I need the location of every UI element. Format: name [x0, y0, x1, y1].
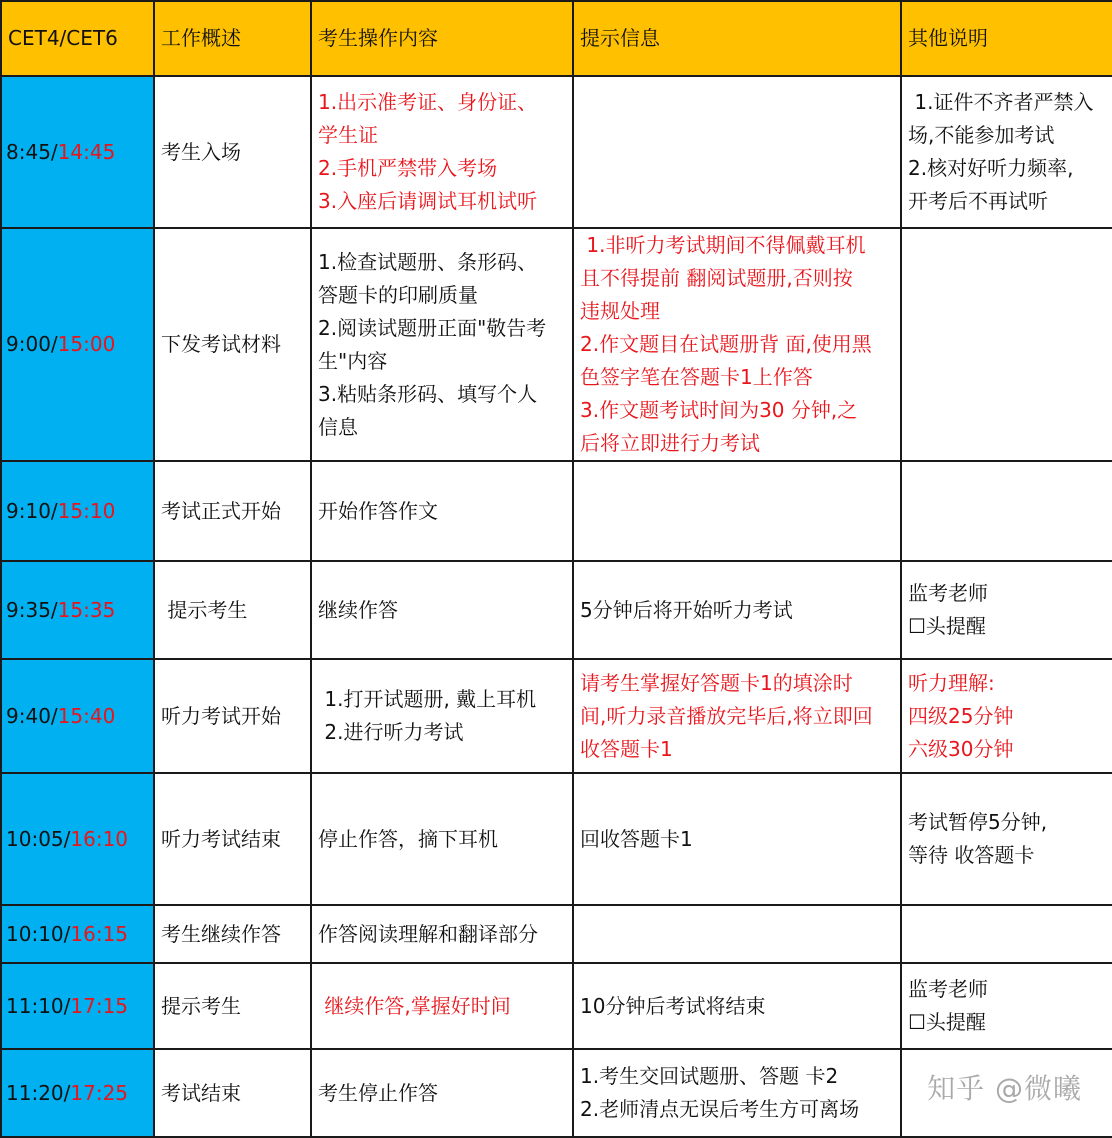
- cet4-time: 8:45/: [6, 139, 58, 164]
- hint-cell-line: 1.考生交回试题册、答题 卡2: [580, 1064, 839, 1088]
- time-cell: [1, 963, 154, 1049]
- note-cell-line: 监考老师: [908, 581, 988, 605]
- hint-cell-line: 10分钟后考试将结束: [580, 993, 766, 1018]
- operation-cell-line: 开始作答作文: [318, 498, 438, 523]
- note-cell-line: 听力理解:: [908, 670, 995, 695]
- table-row: [1, 461, 1112, 561]
- hint-cell-line: 且不得提前 翻阅试题册,否则按: [580, 266, 853, 290]
- header-summary: 工作概述: [154, 1, 311, 76]
- note-cell-line: 六级30分钟: [908, 736, 1014, 761]
- summary-cell: 提示考生: [154, 561, 311, 659]
- operation-cell-line: 3.入座后请调试耳机试听: [318, 189, 538, 213]
- table-row: [1, 228, 1112, 461]
- operation-cell-line: 答题卡的印刷质量: [318, 282, 478, 307]
- table-row: [1, 905, 1112, 963]
- operation-cell: [311, 228, 573, 461]
- operation-cell-line: 生"内容: [318, 348, 388, 373]
- cet6-time: 15:10: [57, 498, 116, 523]
- hint-cell-line: 5分钟后将开始听力考试: [580, 597, 793, 622]
- hint-cell: [573, 228, 901, 461]
- cet4-time: 9:00/: [6, 332, 58, 356]
- operation-cell: [311, 659, 573, 773]
- summary-cell: 考试结束: [154, 1049, 311, 1137]
- operation-cell-line: 1.打开试题册, 戴上耳机: [318, 687, 537, 711]
- time-cell: [1, 228, 154, 461]
- note-cell: [901, 659, 1112, 773]
- table-row: [1, 659, 1112, 773]
- note-cell: [901, 561, 1112, 659]
- cet6-time: 16:15: [70, 921, 129, 946]
- hint-cell-line: 间,听力录音播放完毕后,将立即回: [580, 703, 873, 728]
- note-cell: [901, 228, 1112, 461]
- operation-cell: [311, 1049, 573, 1137]
- cet4-time: 9:40/: [6, 703, 58, 728]
- note-cell-line: 1.证件不齐者严禁入: [908, 90, 1094, 114]
- time-cell: [1, 76, 154, 228]
- note-cell: [901, 905, 1112, 963]
- operation-cell: [311, 561, 573, 659]
- note-cell-line: 监考老师: [908, 977, 988, 1001]
- time-cell: [1, 1049, 154, 1137]
- summary-cell: 听力考试结束: [154, 773, 311, 905]
- header-hint: 提示信息: [573, 1, 901, 76]
- table-row: [1, 773, 1112, 905]
- summary-cell: 考试正式开始: [154, 461, 311, 561]
- hint-cell: [573, 659, 901, 773]
- hint-cell-line: 1.非听力考试期间不得佩戴耳机: [580, 233, 866, 257]
- operation-cell-line: 学生证: [318, 123, 378, 147]
- operation-cell-line: 信息: [318, 414, 358, 439]
- operation-cell: [311, 905, 573, 963]
- cet6-time: 15:00: [57, 332, 116, 356]
- note-cell-line: 等待 收答题卡: [908, 843, 1035, 867]
- hint-cell: [573, 76, 901, 228]
- hint-cell: [573, 773, 901, 905]
- cet4-time: 11:10/: [6, 993, 71, 1018]
- time-cell: [1, 773, 154, 905]
- summary-cell: 考生继续作答: [154, 905, 311, 963]
- cet6-time: 15:40: [57, 703, 116, 728]
- cet4-time: 9:10/: [6, 498, 58, 523]
- cet6-time: 15:35: [57, 597, 116, 622]
- hint-cell-line: 色签字笔在答题卡1上作答: [580, 365, 813, 389]
- operation-cell-line: 1.检查试题册、条形码、: [318, 249, 538, 274]
- cet6-time: 17:25: [70, 1080, 129, 1105]
- note-cell-line: ☐头提醒: [908, 1010, 986, 1034]
- note-cell-line: 2.核对好听力频率,: [908, 156, 1074, 180]
- header-cet-time: CET4/CET6: [1, 1, 154, 76]
- table-row: [1, 76, 1112, 228]
- hint-cell-line: 2.作文题目在试题册背 面,使用黑: [580, 332, 872, 356]
- table-row: [1, 963, 1112, 1049]
- summary-cell: 听力考试开始: [154, 659, 311, 773]
- cet6-time: 14:45: [57, 139, 116, 164]
- hint-cell: [573, 461, 901, 561]
- note-cell-line: 考试暂停5分钟,: [908, 810, 1048, 834]
- note-cell: [901, 76, 1112, 228]
- hint-cell-line: 2.老师清点无误后考生方可离场: [580, 1097, 860, 1121]
- cet4-time: 10:10/: [6, 921, 71, 946]
- cet6-time: 16:10: [70, 826, 129, 851]
- time-cell: [1, 905, 154, 963]
- hint-cell-line: 3.作文题考试时间为30 分钟,之: [580, 398, 858, 422]
- table-row: [1, 561, 1112, 659]
- summary-cell: 提示考生: [154, 963, 311, 1049]
- hint-cell-line: 请考生掌握好答题卡1的填涂时: [580, 670, 853, 695]
- header-row: [1, 1, 1112, 76]
- note-cell: [901, 461, 1112, 561]
- hint-cell: [573, 1049, 901, 1137]
- operation-cell-line: 继续作答: [318, 597, 398, 622]
- time-cell: [1, 461, 154, 561]
- hint-cell: [573, 905, 901, 963]
- operation-cell-line: 2.进行听力考试: [318, 720, 464, 744]
- operation-cell: [311, 461, 573, 561]
- operation-cell: [311, 963, 573, 1049]
- note-cell: [901, 773, 1112, 905]
- note-cell-line: 场,不能参加考试: [908, 123, 1055, 147]
- hint-cell: [573, 561, 901, 659]
- cet4-time: 11:20/: [6, 1080, 71, 1105]
- operation-cell: [311, 76, 573, 228]
- note-cell-line: ☐头提醒: [908, 614, 986, 638]
- cet4-time: 10:05/: [6, 826, 71, 851]
- operation-cell-line: 停止作答，摘下耳机: [318, 826, 498, 851]
- summary-cell: 考生入场: [154, 76, 311, 228]
- operation-cell: [311, 773, 573, 905]
- operation-cell-line: 2.手机严禁带入考场: [318, 156, 498, 180]
- header-operation: 考生操作内容: [311, 1, 573, 76]
- note-cell: [901, 963, 1112, 1049]
- note-cell-line: 开考后不再试听: [908, 189, 1048, 213]
- cet6-time: 17:15: [70, 993, 129, 1018]
- watermark-text: 知乎 @微曦: [927, 1072, 1082, 1105]
- time-cell: [1, 659, 154, 773]
- hint-cell-line: 收答题卡1: [580, 736, 673, 761]
- hint-cell-line: 回收答题卡1: [580, 826, 693, 851]
- cet4-time: 9:35/: [6, 597, 58, 622]
- note-cell-line: 四级25分钟: [908, 703, 1014, 728]
- header-note: 其他说明: [901, 1, 1112, 76]
- operation-cell-line: 1.出示准考证、身份证、: [318, 90, 538, 114]
- hint-cell: [573, 963, 901, 1049]
- operation-cell-line: 作答阅读理解和翻译部分: [318, 921, 538, 946]
- hint-cell-line: 违规处理: [580, 299, 660, 323]
- operation-cell-line: 3.粘贴条形码、填写个人: [318, 381, 538, 406]
- time-cell: [1, 561, 154, 659]
- operation-cell-line: 2.阅读试题册正面"敬告考: [318, 315, 547, 340]
- summary-cell: 下发考试材料: [154, 228, 311, 461]
- operation-cell-line: 继续作答,掌握好时间: [318, 993, 511, 1018]
- hint-cell-line: 后将立即进行力考试: [580, 431, 760, 455]
- operation-cell-line: 考生停止作答: [318, 1080, 438, 1105]
